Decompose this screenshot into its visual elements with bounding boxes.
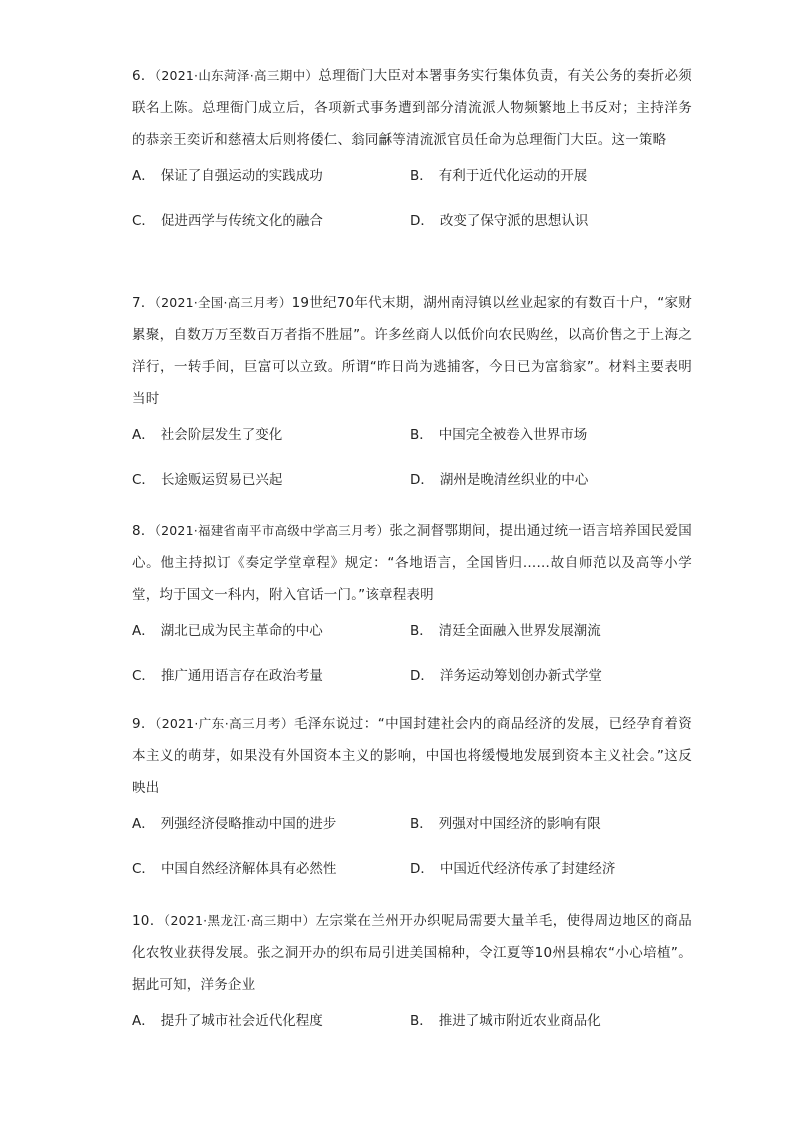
options [132,1009,692,1054]
option-b[interactable]: B． 清廷全面融入世界发展潮流 [410,623,601,639]
question-source: （2021·山东菏泽·高三期中） [154,68,319,83]
question-number: 6． [132,68,155,84]
options [132,619,692,709]
option-c[interactable]: C． 中国自然经济解体具有必然性 [132,861,337,877]
option-b[interactable]: B． 推进了城市附近农业商品化 [410,1013,601,1029]
option-b[interactable]: B． 列强对中国经济的影响有限 [410,816,601,832]
option-b[interactable]: B． 中国完全被卷入世界市场 [410,427,588,443]
question-7 [132,287,692,513]
option-d[interactable]: D． 改变了保守派的思想认识 [410,213,589,229]
question-stem [132,708,692,804]
options [132,812,692,902]
question-source: （2021·全国·高三月考） [154,295,292,310]
option-row [132,423,692,468]
question-number: 9． [132,716,156,732]
question-10 [132,905,692,1054]
question-source: （2021·福建省南平市高级中学高三月考） [154,523,390,538]
option-c[interactable]: C． 推广通用语言存在政治考量 [132,668,323,684]
option-row [132,209,692,254]
question-source: （2021·广东·高三月考） [155,716,294,731]
question-stem [132,515,692,611]
option-row [132,857,692,902]
option-row [132,164,692,209]
option-d[interactable]: D． 洋务运动筹划创办新式学堂 [410,668,602,684]
question-source: （2021·黑龙江·高三期中） [163,913,316,928]
option-row [132,812,692,857]
question-text: 总理衙门大臣对本署事务实行集体负责，有关公务的奏折必须联名上陈。总理衙门成立后，各项新式事务遭到部分清流派人物频繁地上书反对；主持洋务的恭亲王奕䜣和慈禧太后则将倭仁、翁同龢等清流派官员任命为总理衙门大臣。这一策略 [132,68,692,148]
question-6 [132,60,692,254]
option-row [132,619,692,664]
question-text: 毛泽东说过：“中国封建社会内的商品经济的发展，已经孕育着资本主义的萌芽，如果没有外国资本主义的影响，中国也将缓慢地发展到资本主义社会。”这反映出 [132,716,693,796]
question-text: 左宗棠在兰州开办织呢局需要大量羊毛，使得周边地区的商品化农牧业获得发展。张之洞开办的织布局引进美国棉种，令江夏等10州县棉农“小心培植”。据此可知，洋务企业 [132,913,692,993]
option-d[interactable]: D． 湖州是晚清丝织业的中心 [410,472,589,488]
option-a[interactable]: A． 列强经济侵略推动中国的进步 [132,816,337,832]
option-row [132,1009,692,1054]
question-8 [132,515,692,709]
option-a[interactable]: A． 社会阶层发生了变化 [132,427,283,443]
question-text: 19世纪70年代末期，湖州南浔镇以丝业起家的有数百十户，“家财累聚，自数万万至数百万者指不胜屈”。许多丝商人以低价向农民购丝，以高价售之于上海之洋行，一转手间，巨富可以立致。所谓“昨日尚为逃捕客，今日已为富翁家”。材料主要表明当时 [132,295,692,407]
question-stem [132,287,692,415]
options [132,164,692,254]
question-stem [132,60,692,156]
question-number: 8． [132,523,155,539]
question-stem [132,905,692,1001]
question-number: 7． [132,295,155,311]
option-a[interactable]: A． 保证了自强运动的实践成功 [132,168,323,184]
option-c[interactable]: C． 长途贩运贸易已兴起 [132,472,283,488]
options [132,423,692,513]
option-b[interactable]: B． 有利于近代化运动的开展 [410,168,588,184]
option-a[interactable]: A． 提升了城市社会近代化程度 [132,1013,323,1029]
option-row [132,664,692,709]
option-c[interactable]: C． 促进西学与传统文化的融合 [132,213,323,229]
question-9 [132,708,692,902]
option-d[interactable]: D． 中国近代经济传承了封建经济 [410,861,616,877]
question-number: 10． [132,913,164,929]
option-a[interactable]: A． 湖北已成为民主革命的中心 [132,623,323,639]
option-row [132,468,692,513]
question-text: 张之洞督鄂期间，提出通过统一语言培养国民爱国心。他主持拟订《奏定学堂章程》规定：“各地语言，全国皆归……故自师范以及高等小学堂，均于国文一科内，附入官话一门。”该章程表明 [132,523,692,603]
